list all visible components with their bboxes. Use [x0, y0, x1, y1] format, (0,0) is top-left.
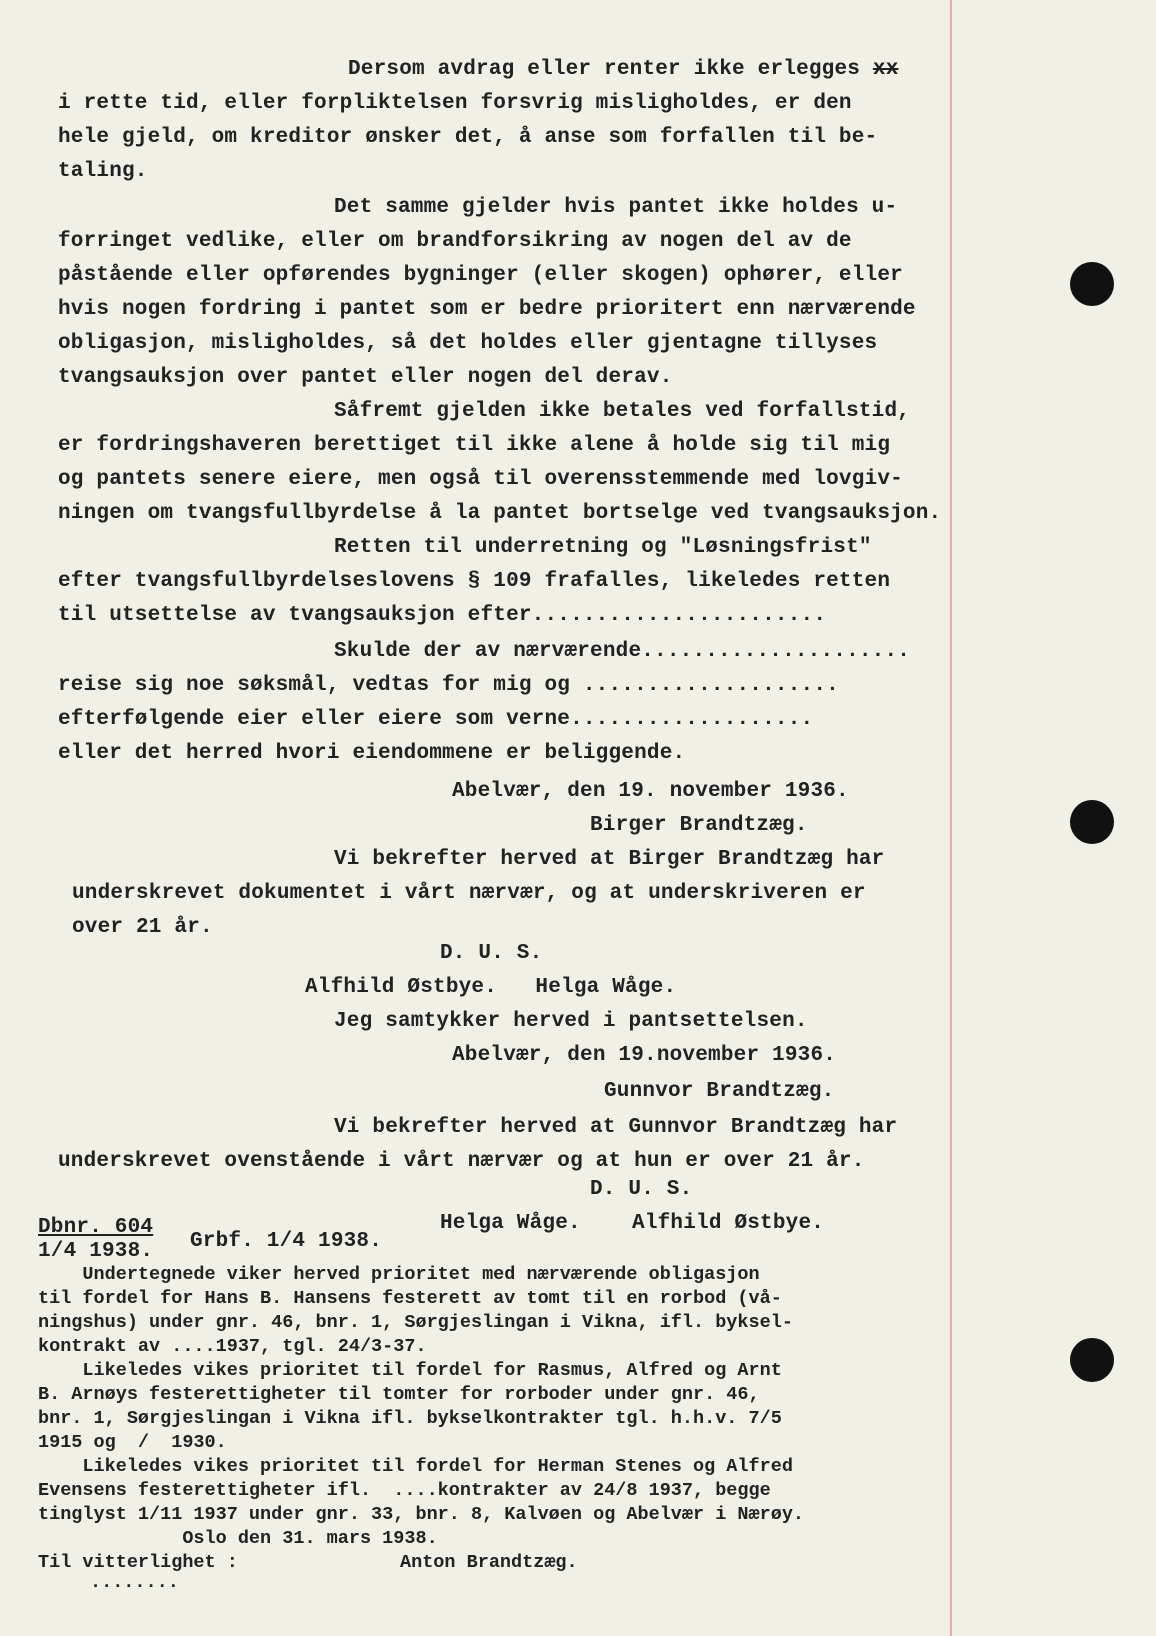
text-line: underskrevet ovenstående i vårt nærvær og at hun er over 21 år. [58, 1150, 865, 1173]
text-line: Dersom avdrag eller renter ikke erlegges xx [348, 58, 899, 81]
text-line: eller det herred hvori eiendommene er beliggende. [58, 742, 686, 765]
punch-hole [1070, 800, 1114, 844]
text-line: Evensens festerettigheter ifl. ....kontrakter av 24/8 1937, begge [38, 1480, 771, 1501]
text-line: efterfølgende eier eller eiere som verne................... [58, 708, 814, 731]
text-line: bnr. 1, Sørgjeslingan i Vikna ifl. bykselkontrakter tgl. h.h.v. 7/5 [38, 1408, 782, 1429]
place-date: Oslo den 31. mars 1938. [38, 1528, 438, 1549]
text-line: Retten til underretning og "Løsningsfrist" [334, 536, 872, 559]
text-line: tinglyst 1/11 1937 under gnr. 33, bnr. 8, Kalvøen og Abelvær i Nærøy. [38, 1504, 805, 1525]
text-line: til utsettelse av tvangsauksjon efter....................... [58, 604, 827, 627]
text-line: underskrevet dokumentet i vårt nærvær, og at underskriveren er [72, 882, 866, 905]
text-line: Likeledes vikes prioritet til fordel for Rasmus, Alfred og Arnt [38, 1360, 782, 1381]
punch-hole [1070, 262, 1114, 306]
punch-hole [1070, 1338, 1114, 1382]
text-line: påstående eller opførendes bygninger (eller skogen) ophører, eller [58, 264, 903, 287]
registration-date: 1/4 1938. [38, 1240, 154, 1263]
struck-text: xx [872, 58, 899, 81]
text-line: kontrakt av ....1937, tgl. 24/3-37. [38, 1336, 427, 1357]
text-line: til fordel for Hans B. Hansens festerett av tomt til en rorbod (vå- [38, 1288, 782, 1309]
text-line: efter tvangsfullbyrdelseslovens § 109 frafalles, likeledes retten [58, 570, 891, 593]
text-line: i rette tid, eller forpliktelsen forsvrig misligholdes, er den [58, 92, 852, 115]
text-line: hvis nogen fordring i pantet som er bedre prioritert enn nærværende [58, 298, 916, 321]
witness-dots: ........ [90, 1572, 179, 1593]
witness-names: Alfhild Østbye. Helga Wåge. [305, 976, 677, 999]
signature: Anton Brandtzæg. [400, 1552, 578, 1573]
text-line: ningen om tvangsfullbyrdelse å la pantet bortselge ved tvangsauksjon. [58, 502, 942, 525]
text-line: 1915 og / 1930. [38, 1432, 227, 1453]
place-date: Abelvær, den 19.november 1936. [452, 1044, 837, 1067]
text-line: Vi bekrefter herved at Birger Brandtzæg har [334, 848, 885, 871]
text-line: er fordringshaveren berettiget til ikke alene å holde sig til mig [58, 434, 891, 457]
text-line: Undertegnede viker herved prioritet med nærværende obligasjon [38, 1264, 760, 1285]
text-line: obligasjon, misligholdes, så det holdes eller gjentagne tillyses [58, 332, 878, 355]
text-line: Jeg samtykker herved i pantsettelsen. [334, 1010, 808, 1033]
text-line: over 21 år. [72, 916, 213, 939]
text-line: Likeledes vikes prioritet til fordel for Herman Stenes og Alfred [38, 1456, 793, 1477]
signature: Gunnvor Brandtzæg. [604, 1080, 835, 1103]
witness-names: Helga Wåge. Alfhild Østbye. [440, 1212, 825, 1235]
text-line: Såfremt gjelden ikke betales ved forfallstid, [334, 400, 911, 423]
text-line: B. Arnøys festerettigheter til tomter for rorboder under gnr. 46, [38, 1384, 760, 1405]
text-line: og pantets senere eiere, men også til overensstemmende med lovgiv- [58, 468, 903, 491]
registration-grbf: Grbf. 1/4 1938. [190, 1230, 383, 1253]
text-line: Det samme gjelder hvis pantet ikke holdes u- [334, 196, 898, 219]
dus-mark: D. U. S. [440, 942, 543, 965]
text-line: hele gjeld, om kreditor ønsker det, å anse som forfallen til be- [58, 126, 878, 149]
text-line: tvangsauksjon over pantet eller nogen del derav. [58, 366, 673, 389]
text-line: ningshus) under gnr. 46, bnr. 1, Sørgjeslingan i Vikna, ifl. byksel- [38, 1312, 793, 1333]
text-line: taling. [58, 160, 148, 183]
dus-mark: D. U. S. [590, 1178, 693, 1201]
witness-label: Til vitterlighet : [38, 1552, 238, 1573]
registration-dbnr: Dbnr. 604 [38, 1216, 154, 1239]
signature: Birger Brandtzæg. [590, 814, 808, 837]
text-line: Skulde der av nærværende..................... [334, 640, 911, 663]
text-line: reise sig noe søksmål, vedtas for mig og .................... [58, 674, 839, 697]
place-date: Abelvær, den 19. november 1936. [452, 780, 849, 803]
text-line: Vi bekrefter herved at Gunnvor Brandtzæg har [334, 1116, 898, 1139]
margin-rule [950, 0, 952, 1636]
text-line: forringet vedlike, eller om brandforsikring av nogen del av de [58, 230, 852, 253]
